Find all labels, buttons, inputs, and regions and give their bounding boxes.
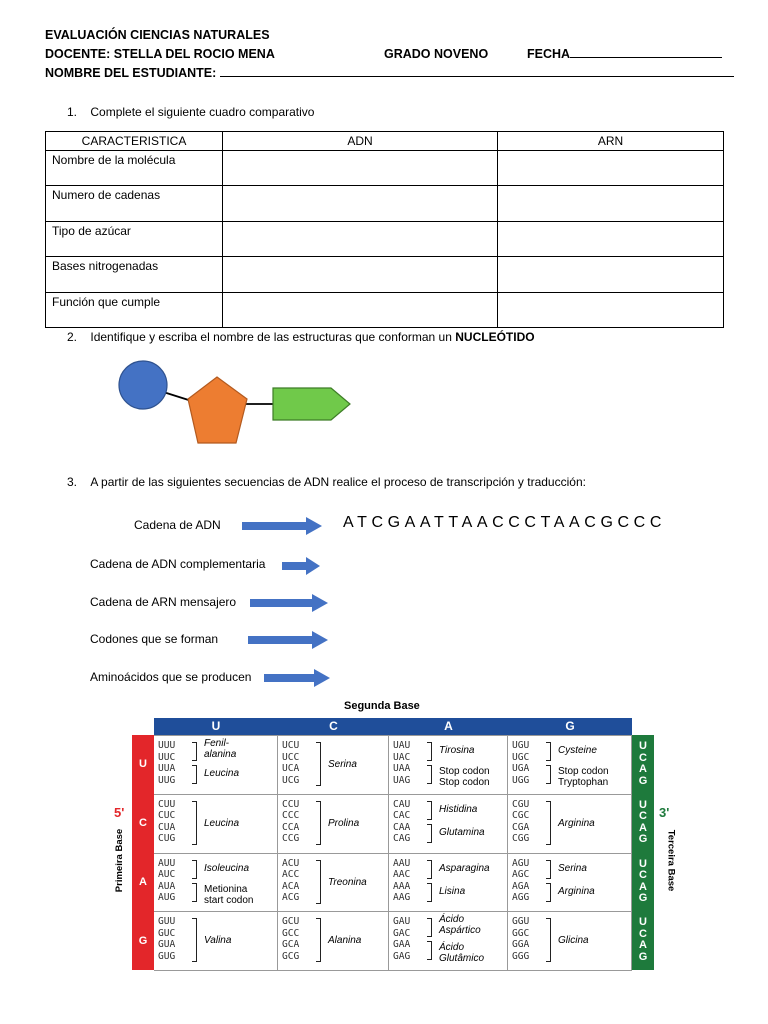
amino-acid-label: Serina (558, 862, 587, 874)
question-2-text: Identifique y escriba el nombre de las estructuras que conforman un (90, 330, 452, 344)
comparison-table-header (46, 132, 724, 151)
third-base-letter: U (639, 916, 647, 929)
arrow-icon (264, 668, 332, 688)
brace-mark (546, 765, 551, 784)
answer-cell-arn[interactable] (498, 151, 724, 186)
answer-cell-adn[interactable] (223, 292, 498, 327)
amino-acid-label: Tirosina (439, 745, 475, 756)
answer-cell-adn[interactable] (223, 151, 498, 186)
second-base-header (154, 718, 632, 735)
brace-mark (427, 765, 432, 784)
third-base-letter: U (639, 740, 647, 752)
third-base-letter: A (639, 763, 647, 775)
dna-chain-label: Cadena de ADN (134, 518, 221, 532)
codon-list: GCU GCC GCA GCG (282, 916, 300, 962)
codon-cell (389, 854, 508, 913)
question-2-bold-word: NUCLEÓTIDO (455, 330, 535, 344)
codon-list: AGU AGC AGA AGG (512, 857, 530, 903)
amino-acid-label: Stop codon Stop codon (439, 766, 490, 788)
first-base-a: A (139, 876, 147, 888)
codon-cell (389, 736, 508, 795)
date-field[interactable] (527, 45, 722, 64)
sugar-pentagon (188, 377, 247, 443)
brace-mark (546, 883, 551, 902)
row-label: Bases nitrogenadas (46, 257, 223, 292)
arrow-icon (282, 556, 322, 576)
codon-cell (278, 912, 389, 971)
brace-mark (192, 742, 197, 761)
codon-cell (508, 912, 632, 971)
question-3-text: A partir de las siguientes secuencias de ADN realice el proceso de transcripción y traducción: (90, 475, 586, 489)
amino-acid-label: Stop codon Tryptophan (558, 766, 609, 788)
third-base-letter: G (638, 774, 648, 787)
amino-acid-label: Leucina (204, 817, 240, 829)
five-prime-label: 5' (114, 805, 125, 820)
answer-cell-adn[interactable] (223, 257, 498, 292)
codon-cell (389, 795, 508, 854)
date-blank-line (570, 46, 722, 58)
third-base-letter: G (638, 892, 648, 904)
question-1-text: Complete el siguiente cuadro comparativo (90, 105, 315, 119)
exam-title: EVALUACIÓN CIENCIAS NATURALES (45, 28, 270, 42)
answer-cell-adn[interactable] (223, 221, 498, 256)
amino-acid-label: Ácido Aspártico (439, 914, 481, 937)
third-base-letter: C (639, 927, 647, 940)
row-label: Numero de cadenas (46, 186, 223, 221)
third-base-letter: C (639, 810, 647, 823)
codon-cell (278, 736, 389, 795)
amino-acid-label: Isoleucina (204, 862, 250, 874)
nucleotide-diagram (112, 355, 357, 447)
table-row (46, 151, 724, 186)
amino-acid-label: Leucina (204, 768, 240, 779)
brace-mark (192, 801, 197, 845)
first-base-g: G (138, 935, 148, 947)
amino-acid-label: Valina (204, 935, 232, 947)
base-arrow-shape (273, 388, 350, 420)
third-base-column (632, 735, 654, 970)
codon-list: AAU AAC AAA AAG (393, 857, 411, 903)
first-base-axis-label: Primeira Base (114, 828, 126, 893)
answer-cell-arn[interactable] (498, 292, 724, 327)
codon-cell (389, 912, 508, 971)
question-1 (67, 104, 314, 120)
phosphate-circle (119, 361, 167, 409)
three-prime-label: 3' (659, 805, 670, 820)
amino-acid-label: Arginina (558, 885, 595, 897)
step-label-codons: Codones que se forman (90, 632, 219, 646)
answer-cell-arn[interactable] (498, 186, 724, 221)
question-2 (67, 329, 535, 345)
second-base-g: G (565, 719, 575, 733)
codon-cell (154, 736, 278, 795)
amino-acid-label: Asparagina (439, 862, 490, 874)
first-base-u: U (139, 758, 147, 770)
amino-acid-label: Arginina (558, 817, 595, 829)
first-base-column (132, 735, 154, 970)
answer-cell-arn[interactable] (498, 257, 724, 292)
codon-cell (154, 854, 278, 913)
brace-mark (427, 824, 432, 843)
codon-cell (278, 795, 389, 854)
brace-mark (316, 801, 321, 845)
dna-sequence: ATCGAATTAACCCTAACGCCC (343, 514, 666, 531)
amino-acid-label: Histidina (439, 803, 478, 815)
step-label-mrna: Cadena de ARN mensajero (90, 595, 237, 609)
brace-mark (427, 918, 432, 937)
arrow-icon (248, 630, 330, 650)
amino-acid-label: Alanina (328, 935, 362, 947)
codon-list: UCU UCC UCA UCG (282, 740, 300, 786)
row-label: Función que cumple (46, 292, 223, 327)
third-base-letter: C (639, 751, 647, 764)
codon-list: GGU GGC GGA GGG (512, 916, 530, 962)
brace-mark (427, 883, 432, 902)
brace-mark (192, 860, 197, 879)
brace-mark (546, 742, 551, 761)
amino-acid-label: Glicina (558, 935, 589, 947)
brace-mark (316, 918, 321, 962)
question-3 (67, 474, 586, 490)
student-name-blank-line (220, 65, 734, 77)
teacher-name: DOCENTE: STELLA DEL ROCIO MENA (45, 47, 275, 61)
codon-list: ACU ACC ACA ACG (282, 857, 300, 903)
brace-mark (427, 941, 432, 960)
step-label-complementary-dna: Cadena de ADN complementaria (90, 557, 266, 571)
amino-acid-label: Prolina (328, 817, 360, 829)
codon-cell (508, 736, 632, 795)
question-2-number: 2. (67, 330, 78, 344)
second-base-c: C (329, 719, 338, 733)
third-base-letter: G (638, 950, 648, 963)
step-label-amino-acids: Aminoácidos que se producen (90, 670, 252, 684)
first-base-c: C (139, 817, 147, 829)
third-base-letter: U (639, 798, 647, 811)
amino-acid-label: Lisina (439, 885, 466, 897)
third-base-letter: A (639, 939, 647, 952)
brace-mark (192, 765, 197, 784)
brace-mark (427, 742, 432, 761)
codon-cell (508, 854, 632, 913)
third-base-letter: G (638, 833, 648, 846)
second-base-u: U (211, 719, 221, 733)
amino-acid-label: Treonina (328, 876, 367, 888)
brace-mark (546, 860, 551, 879)
table-row (46, 257, 724, 292)
col-arn: ARN (498, 132, 724, 151)
codon-list: CCU CCC CCA CCG (282, 798, 300, 845)
comparison-table (45, 131, 724, 328)
codon-list: AUU AUC AUA AUG (158, 857, 176, 903)
brace-mark (427, 860, 432, 879)
question-3-number: 3. (67, 475, 78, 489)
arrow-icon (242, 516, 324, 536)
codon-list: GAU GAC GAA GAG (393, 916, 411, 962)
brace-mark (546, 918, 551, 962)
question-1-number: 1. (67, 105, 78, 119)
amino-acid-label: Ácido Glutâmico (439, 942, 485, 965)
amino-acid-label: Glutamina (439, 826, 485, 838)
brace-mark (316, 860, 321, 904)
genetic-code-table (110, 700, 677, 970)
student-name-field[interactable] (45, 64, 734, 83)
second-base-title: Segunda Base (344, 700, 420, 712)
brace-mark (192, 918, 197, 962)
codon-list: UAU UAC UAA UAG (393, 740, 411, 786)
third-base-letter: A (639, 880, 647, 893)
table-row (46, 292, 724, 327)
table-row (46, 221, 724, 256)
second-base-a: A (444, 719, 453, 733)
third-base-letter: U (639, 857, 647, 870)
codon-grid (154, 735, 632, 970)
third-base-axis-label: Terceira Base (665, 829, 677, 892)
amino-acid-label: Serina (328, 759, 357, 770)
table-row (46, 186, 724, 221)
row-label: Nombre de la molécula (46, 151, 223, 186)
brace-mark (546, 801, 551, 845)
codon-list: UUU UUC UUA UUG (158, 740, 176, 786)
brace-mark (192, 883, 197, 902)
codon-cell (154, 795, 278, 854)
codon-list: CAU CAC CAA CAG (393, 798, 411, 845)
answer-cell-adn[interactable] (223, 186, 498, 221)
row-label: Tipo de azúcar (46, 221, 223, 256)
grade-label: GRADO NOVENO (384, 47, 489, 61)
codon-cell (154, 912, 278, 971)
date-label: FECHA (527, 47, 571, 61)
answer-cell-arn[interactable] (498, 221, 724, 256)
amino-acid-label: Fenil- alanina (204, 738, 237, 760)
col-adn: ADN (223, 132, 498, 151)
codon-list: CUU CUC CUA CUG (158, 798, 176, 845)
student-name-label: NOMBRE DEL ESTUDIANTE: (45, 66, 217, 80)
col-characteristic: CARACTERISTICA (46, 132, 223, 151)
arrow-icon (250, 593, 330, 613)
codon-cell (508, 795, 632, 854)
amino-acid-label: Cysteine (558, 745, 597, 756)
codon-list: UGU UGC UGA UGG (512, 740, 530, 786)
codon-list: CGU CGC CGA CGG (512, 798, 530, 845)
third-base-letter: A (639, 821, 647, 834)
codon-list: GUU GUC GUA GUG (158, 916, 176, 962)
third-base-letter: C (639, 869, 647, 881)
brace-mark (427, 801, 432, 820)
codon-cell (278, 854, 389, 913)
brace-mark (316, 742, 321, 786)
amino-acid-label: Metionina start codon (204, 883, 254, 906)
